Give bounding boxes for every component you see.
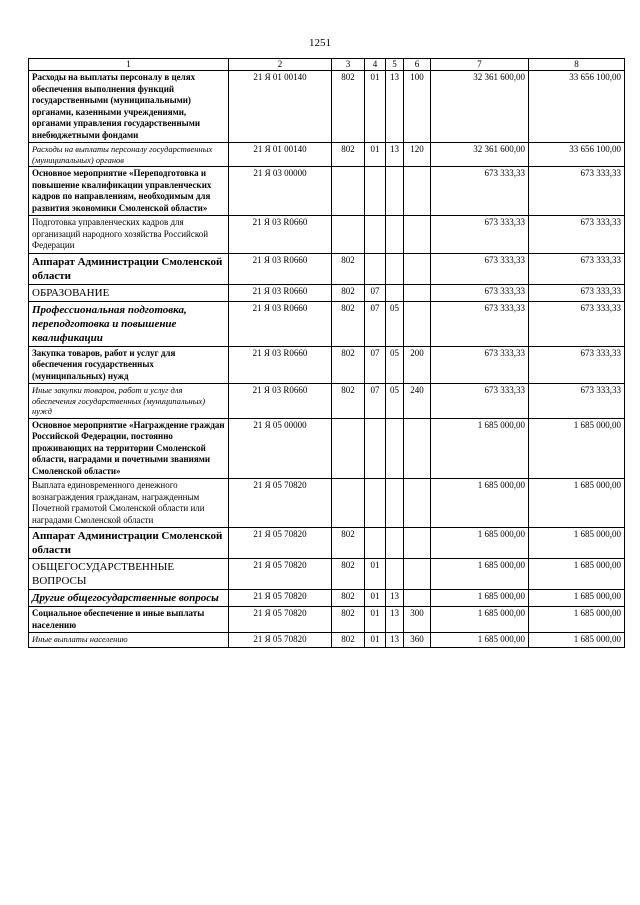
column-header: 2: [229, 59, 332, 71]
row-name-cell: Основное мероприятие «Награждение граждан Российской Федерации, постоянно проживающих на территории Смоленской области, наградами и почетными званиями Смоленской области»: [29, 418, 229, 479]
expense-type-cell: 200: [404, 346, 431, 384]
amount-year2-cell: 1 685 000,00: [529, 528, 625, 559]
department-cell: [332, 216, 365, 254]
table-row: [29, 559, 625, 590]
subsection-cell: [386, 559, 404, 590]
amount-year2-cell: 1 685 000,00: [529, 559, 625, 590]
expense-type-cell: 100: [404, 71, 431, 143]
column-header: 8: [529, 59, 625, 71]
amount-year1-cell: 1 685 000,00: [431, 633, 529, 648]
department-cell: 802: [332, 253, 365, 284]
subsection-cell: 13: [386, 607, 404, 633]
column-header: 3: [332, 59, 365, 71]
amount-year2-cell: 33 656 100,00: [529, 143, 625, 167]
table-row: [29, 253, 625, 284]
section-cell: [365, 216, 386, 254]
section-cell: 01: [365, 559, 386, 590]
amount-year1-cell: 673 333,33: [431, 253, 529, 284]
amount-year1-cell: 673 333,33: [431, 346, 529, 384]
row-name-cell: Аппарат Администрации Смоленской области: [29, 528, 229, 559]
section-cell: 07: [365, 284, 386, 301]
expense-type-cell: 120: [404, 143, 431, 167]
section-cell: 01: [365, 71, 386, 143]
section-cell: 01: [365, 143, 386, 167]
table-row: [29, 607, 625, 633]
row-name-cell: Профессиональная подготовка, переподготовка и повышение квалификации: [29, 301, 229, 346]
amount-year2-cell: 1 685 000,00: [529, 590, 625, 607]
table-row: [29, 284, 625, 301]
row-name-cell: Выплата единовременного денежного вознаграждения гражданам, награжденным Почетной грамотой Смоленской области или наградами Смоленской области: [29, 479, 229, 528]
table-row: [29, 301, 625, 346]
amount-year1-cell: 1 685 000,00: [431, 479, 529, 528]
amount-year2-cell: 1 685 000,00: [529, 479, 625, 528]
subsection-cell: [386, 253, 404, 284]
subsection-cell: 13: [386, 590, 404, 607]
amount-year1-cell: 32 361 600,00: [431, 143, 529, 167]
subsection-cell: [386, 528, 404, 559]
expense-type-cell: [404, 590, 431, 607]
subsection-cell: [386, 216, 404, 254]
subsection-cell: [386, 418, 404, 479]
amount-year1-cell: 673 333,33: [431, 284, 529, 301]
expense-type-cell: [404, 253, 431, 284]
expense-type-cell: 300: [404, 607, 431, 633]
expense-type-cell: [404, 418, 431, 479]
row-name-cell: Аппарат Администрации Смоленской области: [29, 253, 229, 284]
amount-year2-cell: 673 333,33: [529, 384, 625, 419]
column-header: 7: [431, 59, 529, 71]
department-cell: 802: [332, 284, 365, 301]
section-cell: 07: [365, 384, 386, 419]
amount-year2-cell: 673 333,33: [529, 167, 625, 216]
expense-type-cell: 240: [404, 384, 431, 419]
table-row: [29, 167, 625, 216]
header-row: [29, 59, 625, 71]
department-cell: 802: [332, 143, 365, 167]
table-row: [29, 590, 625, 607]
subsection-cell: 05: [386, 301, 404, 346]
table-row: [29, 216, 625, 254]
page-number: 1251: [309, 37, 331, 49]
table-row: [29, 143, 625, 167]
target-code-cell: 21 Я 05 00000: [229, 418, 332, 479]
expense-type-cell: [404, 167, 431, 216]
target-code-cell: 21 Я 03 R0660: [229, 284, 332, 301]
table-row: [29, 633, 625, 648]
amount-year1-cell: 673 333,33: [431, 167, 529, 216]
amount-year1-cell: 1 685 000,00: [431, 590, 529, 607]
target-code-cell: 21 Я 05 70820: [229, 559, 332, 590]
amount-year2-cell: 1 685 000,00: [529, 418, 625, 479]
target-code-cell: 21 Я 03 R0660: [229, 253, 332, 284]
target-code-cell: 21 Я 03 00000: [229, 167, 332, 216]
subsection-cell: 13: [386, 143, 404, 167]
amount-year2-cell: 673 333,33: [529, 346, 625, 384]
amount-year2-cell: 33 656 100,00: [529, 71, 625, 143]
budget-table: [28, 58, 625, 648]
row-name-cell: Расходы на выплаты персоналу государственных (муниципальных) органов: [29, 143, 229, 167]
amount-year1-cell: 673 333,33: [431, 301, 529, 346]
subsection-cell: 13: [386, 633, 404, 648]
column-header: 6: [404, 59, 431, 71]
row-name-cell: ОБЩЕГОСУДАРСТВЕННЫЕ ВОПРОСЫ: [29, 559, 229, 590]
department-cell: [332, 167, 365, 216]
section-cell: 07: [365, 301, 386, 346]
department-cell: 802: [332, 528, 365, 559]
expense-type-cell: 360: [404, 633, 431, 648]
amount-year1-cell: 1 685 000,00: [431, 418, 529, 479]
amount-year2-cell: 673 333,33: [529, 253, 625, 284]
department-cell: [332, 418, 365, 479]
table-row: [29, 384, 625, 419]
department-cell: 802: [332, 559, 365, 590]
row-name-cell: Другие общегосударственные вопросы: [29, 590, 229, 607]
amount-year1-cell: 1 685 000,00: [431, 607, 529, 633]
table-row: [29, 479, 625, 528]
target-code-cell: 21 Я 05 70820: [229, 528, 332, 559]
expense-type-cell: [404, 216, 431, 254]
target-code-cell: 21 Я 01 00140: [229, 71, 332, 143]
subsection-cell: 05: [386, 384, 404, 419]
section-cell: 01: [365, 633, 386, 648]
target-code-cell: 21 Я 03 R0660: [229, 384, 332, 419]
department-cell: 802: [332, 346, 365, 384]
department-cell: 802: [332, 71, 365, 143]
amount-year1-cell: 1 685 000,00: [431, 528, 529, 559]
table-row: [29, 71, 625, 143]
department-cell: 802: [332, 607, 365, 633]
department-cell: 802: [332, 384, 365, 419]
amount-year2-cell: 673 333,33: [529, 284, 625, 301]
section-cell: 07: [365, 346, 386, 384]
section-cell: [365, 418, 386, 479]
row-name-cell: ОБРАЗОВАНИЕ: [29, 284, 229, 301]
expense-type-cell: [404, 479, 431, 528]
amount-year1-cell: 1 685 000,00: [431, 559, 529, 590]
row-name-cell: Подготовка управленческих кадров для организаций народного хозяйства Российской Федерации: [29, 216, 229, 254]
subsection-cell: 05: [386, 346, 404, 384]
row-name-cell: Основное мероприятие «Переподготовка и повышение квалификации управленческих кадров по направлениям, необходимым для развития экономики Смоленской области»: [29, 167, 229, 216]
department-cell: 802: [332, 590, 365, 607]
department-cell: [332, 479, 365, 528]
amount-year1-cell: 673 333,33: [431, 384, 529, 419]
target-code-cell: 21 Я 03 R0660: [229, 216, 332, 254]
row-name-cell: Расходы на выплаты персоналу в целях обеспечения выполнения функций государственными (муниципальными) органами, казенными учреждениями, органами управления государственными внебюджетными фондами: [29, 71, 229, 143]
department-cell: 802: [332, 301, 365, 346]
target-code-cell: 21 Я 05 70820: [229, 479, 332, 528]
expense-type-cell: [404, 559, 431, 590]
amount-year2-cell: 673 333,33: [529, 301, 625, 346]
section-cell: [365, 253, 386, 284]
amount-year2-cell: 1 685 000,00: [529, 607, 625, 633]
row-name-cell: Закупка товаров, работ и услуг для обеспечения государственных (муниципальных) нужд: [29, 346, 229, 384]
section-cell: 01: [365, 590, 386, 607]
section-cell: 01: [365, 607, 386, 633]
table-row: [29, 528, 625, 559]
section-cell: [365, 167, 386, 216]
expense-type-cell: [404, 301, 431, 346]
amount-year1-cell: 32 361 600,00: [431, 71, 529, 143]
target-code-cell: 21 Я 05 70820: [229, 590, 332, 607]
target-code-cell: 21 Я 03 R0660: [229, 301, 332, 346]
expense-type-cell: [404, 528, 431, 559]
target-code-cell: 21 Я 05 70820: [229, 633, 332, 648]
amount-year1-cell: 673 333,33: [431, 216, 529, 254]
table-row: [29, 346, 625, 384]
column-header: 4: [365, 59, 386, 71]
department-cell: 802: [332, 633, 365, 648]
row-name-cell: Социальное обеспечение и иные выплаты населению: [29, 607, 229, 633]
target-code-cell: 21 Я 05 70820: [229, 607, 332, 633]
expense-type-cell: [404, 284, 431, 301]
table-row: [29, 418, 625, 479]
target-code-cell: 21 Я 01 00140: [229, 143, 332, 167]
subsection-cell: [386, 167, 404, 216]
column-header: 5: [386, 59, 404, 71]
amount-year2-cell: 1 685 000,00: [529, 633, 625, 648]
subsection-cell: 13: [386, 71, 404, 143]
row-name-cell: Иные закупки товаров, работ и услуг для обеспечения государственных (муниципальных) нужд: [29, 384, 229, 419]
column-header: 1: [29, 59, 229, 71]
subsection-cell: [386, 479, 404, 528]
row-name-cell: Иные выплаты населению: [29, 633, 229, 648]
section-cell: [365, 528, 386, 559]
section-cell: [365, 479, 386, 528]
subsection-cell: [386, 284, 404, 301]
target-code-cell: 21 Я 03 R0660: [229, 346, 332, 384]
amount-year2-cell: 673 333,33: [529, 216, 625, 254]
